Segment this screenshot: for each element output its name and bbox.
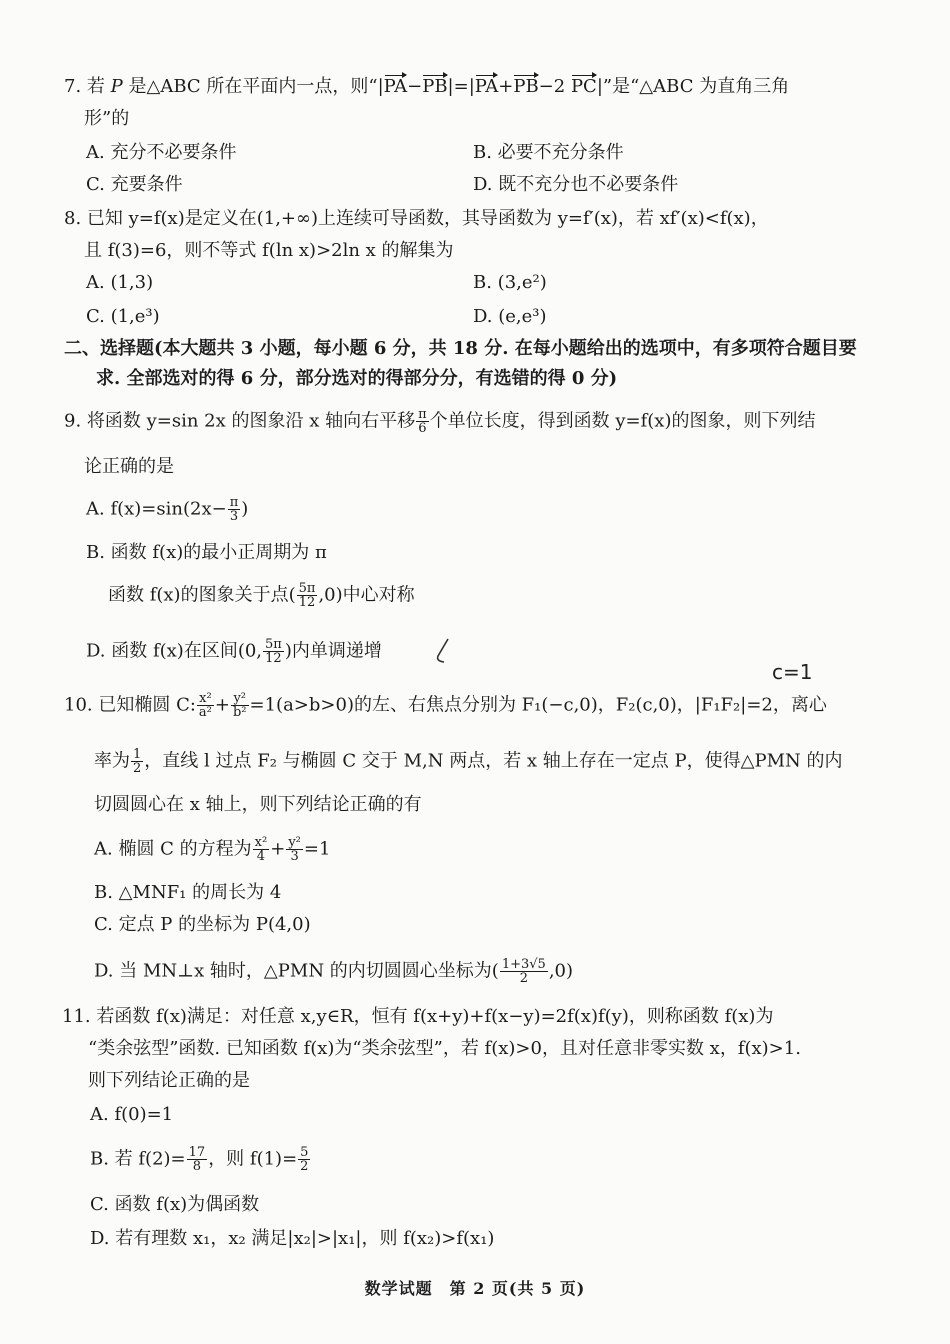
fraction-x2-over-4: $\frac{\text{x²}}{4}$ bbox=[254, 835, 268, 864]
q7-option-a: A. 充分不必要条件 bbox=[86, 142, 237, 163]
q7-option-c: C. 充要条件 bbox=[86, 174, 183, 195]
q7-stem-line2: 形”的 bbox=[84, 108, 130, 129]
q8-option-a: A. (1,3) bbox=[86, 272, 154, 293]
q8-option-c: C. (1,e³) bbox=[86, 306, 160, 327]
q9-option-a: A. f(x)=sin(2x− $\frac{\pi}{3}$ ) bbox=[86, 495, 249, 524]
q8-stem-line1: 8. 已知 y=f(x)是定义在(1,+∞)上连续可导函数，其导函数为 y=f′(x)，若 xf′(x)<f(x)， bbox=[64, 208, 769, 229]
fraction-5-over-2: $\frac{5}{2}$ bbox=[300, 1145, 309, 1174]
fraction-5pi-over-12: $\frac{5\pi}{12}$ bbox=[298, 581, 316, 610]
q9-stem-line2: 论正确的是 bbox=[84, 456, 174, 477]
handwritten-mark-icon bbox=[430, 636, 454, 666]
vector-pb: PB bbox=[422, 74, 447, 100]
fraction-one-half: $\frac{1}{2}$ bbox=[133, 747, 142, 776]
vector-pa-2: PA bbox=[475, 74, 498, 100]
fraction-x2-over-a2: $\frac{\text{x²}}{\text{a²}}$ bbox=[198, 691, 212, 720]
vector-pa: PA bbox=[384, 74, 407, 100]
vector-pc: PC bbox=[571, 74, 597, 100]
section-2-header-line1: 二、选择题(本大题共 3 小题，每小题 6 分，共 18 分. 在每小题给出的选项中，有多项符合题目要 bbox=[64, 338, 857, 359]
q8-option-d: D. (e,e³) bbox=[473, 306, 547, 327]
q11-stem-line1: 11. 若函数 f(x)满足：对任意 x,y∈R，恒有 f(x+y)+f(x−y)=2f(x)f(y)，则称函数 f(x)为 bbox=[62, 1006, 774, 1027]
handwritten-note: c=1 bbox=[772, 660, 813, 684]
q11-option-a: A. f(0)=1 bbox=[90, 1104, 174, 1125]
q9-stem-line1: 9. 将函数 y=sin 2x 的图象沿 x 轴向右平移 $\frac{\pi}{6}$ 个单位长度，得到函数 y=f(x)的图象，则下列结 bbox=[64, 407, 816, 436]
fraction-17-over-8: $\frac{17}{8}$ bbox=[188, 1145, 206, 1174]
q11-option-c: C. 函数 f(x)为偶函数 bbox=[90, 1194, 260, 1215]
fraction-center-x: $\frac{1+3√5}{2}$ bbox=[501, 957, 546, 986]
q11-stem-line2: “类余弦型”函数. 已知函数 f(x)为“类余弦型”，若 f(x)>0，且对任意非零实数 x，f(x)>1. bbox=[88, 1038, 801, 1059]
fraction-5pi-over-12-d: $\frac{5\pi}{12}$ bbox=[265, 637, 282, 666]
fraction-pi-over-3: $\frac{\pi}{3}$ bbox=[229, 495, 239, 524]
q10-option-c: C. 定点 P 的坐标为 P(4,0) bbox=[94, 914, 311, 935]
q10-stem-line3: 切圆圆心在 x 轴上，则下列结论正确的有 bbox=[94, 794, 422, 815]
q9-option-b: B. 函数 f(x)的最小正周期为 π bbox=[86, 542, 327, 563]
q10-option-a: A. 椭圆 C 的方程为 $\frac{\text{x²}}{4}$ + $\frac{\text{y²}}{3}$ =1 bbox=[94, 835, 331, 864]
q10-stem-line1: 10. 已知椭圆 C: $\frac{\text{x²}}{\text{a²}}$ + $\frac{\text{y²}}{\text{b²}}$ =1(a>b>0)的左、右焦点分别为 F₁(−c,0)，F₂(c,0)，|F₁F₂|=2，离心 bbox=[64, 691, 827, 720]
q9-option-d: D. 函数 f(x)在区间(0, $\frac{5\pi}{12}$ )内单调递增 bbox=[86, 637, 382, 666]
q11-option-d: D. 若有理数 x₁，x₂ 满足|x₂|>|x₁|，则 f(x₂)>f(x₁) bbox=[90, 1228, 495, 1249]
q10-option-d: D. 当 MN⊥x 轴时，△PMN 的内切圆圆心坐标为( $\frac{1+3√5}{2}$ ,0) bbox=[94, 957, 574, 986]
q7-option-b: B. 必要不充分条件 bbox=[473, 142, 624, 163]
vector-pb-2: PB bbox=[513, 74, 538, 100]
q8-option-b: B. (3,e²) bbox=[473, 272, 547, 293]
fraction-y2-over-3: $\frac{\text{y²}}{3}$ bbox=[288, 835, 301, 864]
q10-stem-line2: 率为 $\frac{1}{2}$ ，直线 l 过点 F₂ 与椭圆 C 交于 M,N 两点，若 x 轴上存在一定点 P，使得△PMN 的内 bbox=[94, 747, 843, 776]
q11-option-b: B. 若 f(2)= $\frac{17}{8}$ ，则 f(1)= $\frac{5}{2}$ bbox=[90, 1145, 309, 1174]
page-footer: 数学试题 第 2 页(共 5 页) bbox=[364, 1279, 586, 1298]
fraction-y2-over-b2: $\frac{\text{y²}}{\text{b²}}$ bbox=[232, 691, 247, 720]
q10-option-b: B. △MNF₁ 的周长为 4 bbox=[94, 882, 282, 903]
section-2-header-line2: 求. 全部选对的得 6 分，部分选对的得部分分，有选错的得 0 分) bbox=[96, 368, 618, 389]
q8-stem-line2: 且 f(3)=6，则不等式 f(ln x)>2ln x 的解集为 bbox=[84, 240, 454, 261]
q11-stem-line3: 则下列结论正确的是 bbox=[88, 1070, 250, 1091]
q9-option-c: 函数 f(x)的图象关于点( $\frac{5\pi}{12}$ ,0)中心对称 bbox=[108, 581, 415, 610]
fraction-pi-over-6: $\frac{\pi}{6}$ bbox=[418, 407, 427, 436]
q7-option-d: D. 既不充分也不必要条件 bbox=[473, 174, 679, 195]
q7-stem-line1: 7. 若 P 是△ABC 所在平面内一点，则“|PA−PB|=|PA+PB−2 PC|”是“△ABC 为直角三角 bbox=[64, 74, 789, 100]
